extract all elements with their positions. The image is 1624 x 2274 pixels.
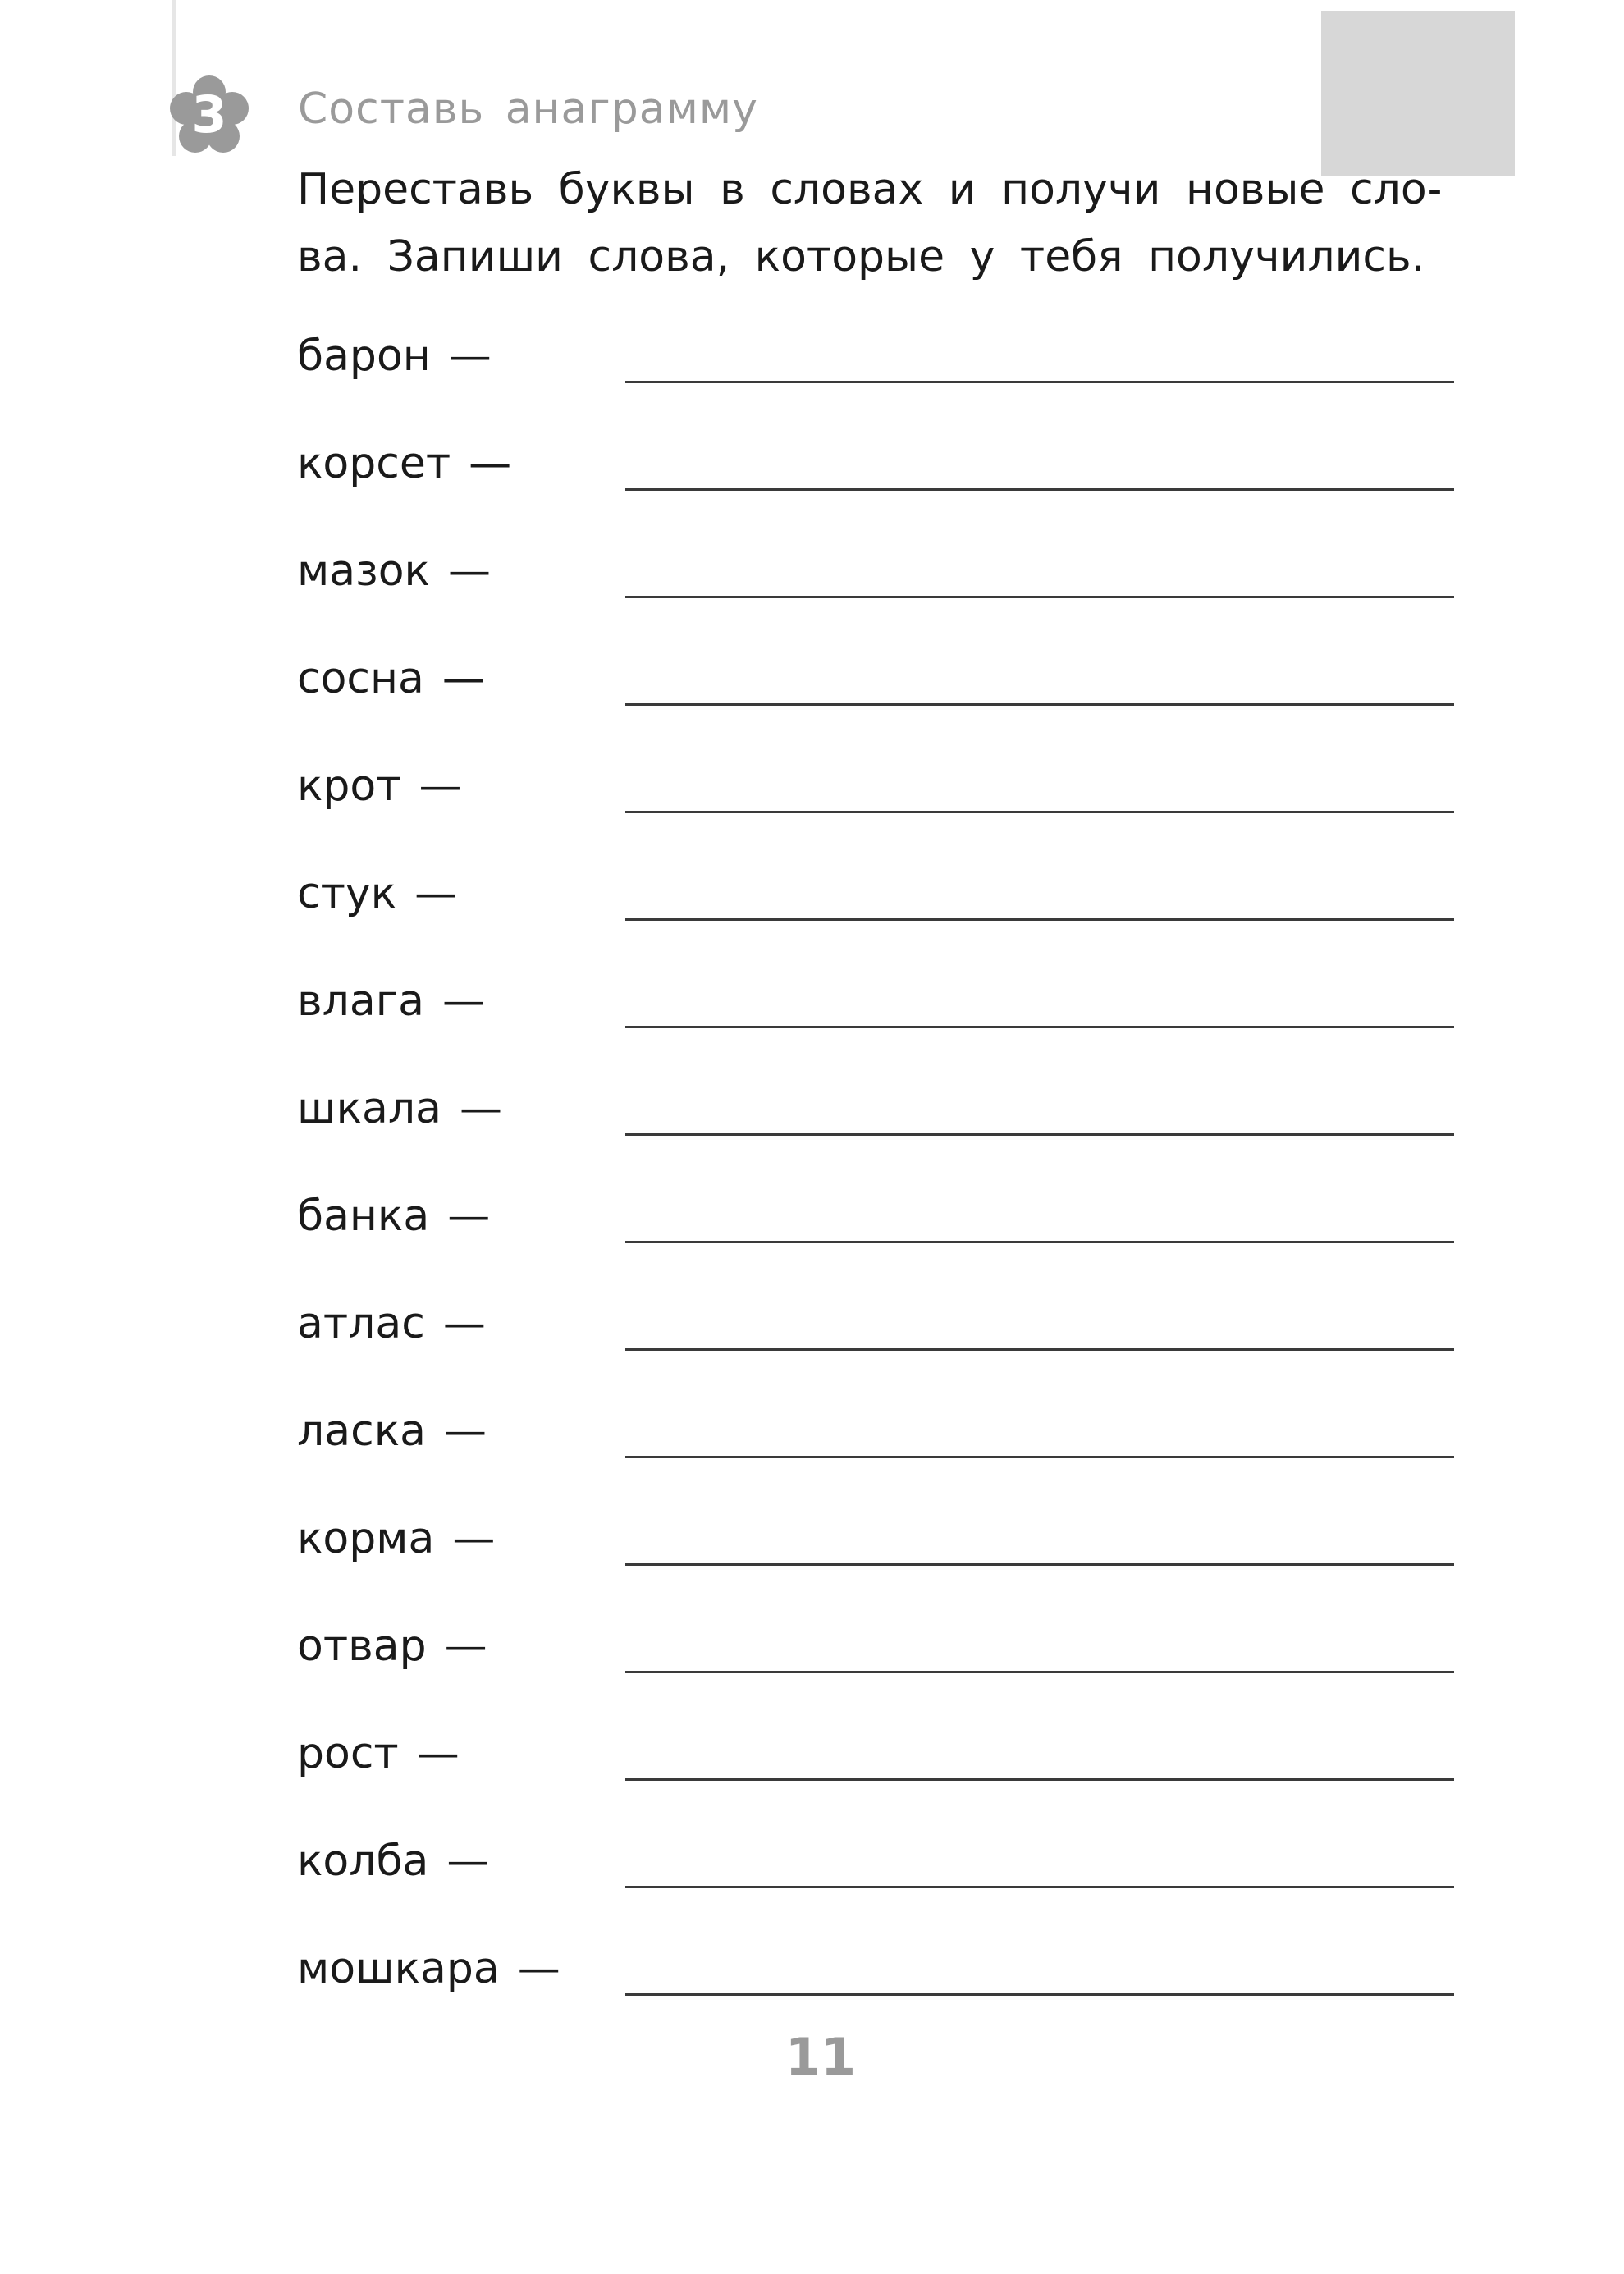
source-word-text: мазок	[297, 547, 430, 596]
em-dash: —	[469, 439, 512, 488]
em-dash: —	[416, 1729, 460, 1778]
source-word	[297, 654, 485, 703]
source-word-text: атлас	[297, 1299, 425, 1348]
source-word-text: рост	[297, 1729, 399, 1778]
task-instructions	[297, 156, 1462, 291]
anagram-row	[297, 537, 1454, 644]
answer-write-line[interactable]	[625, 1671, 1454, 1673]
answer-write-line[interactable]	[625, 918, 1454, 921]
anagram-row	[297, 1182, 1454, 1289]
source-word	[297, 332, 492, 381]
anagram-row	[297, 644, 1454, 752]
anagram-row	[297, 1827, 1454, 1934]
em-dash: —	[441, 977, 485, 1026]
anagram-row	[297, 752, 1454, 859]
source-word	[297, 1407, 487, 1456]
em-dash: —	[441, 654, 485, 703]
source-word	[297, 547, 491, 596]
answer-write-line[interactable]	[625, 1993, 1454, 1996]
source-word-text: крот	[297, 762, 401, 811]
em-dash: —	[414, 869, 458, 918]
source-word	[297, 1299, 486, 1348]
instructions-line-1: Переставь буквы в словах и получи новые сло-	[297, 165, 1443, 214]
anagram-row	[297, 859, 1454, 967]
anagram-row	[297, 322, 1454, 429]
em-dash: —	[446, 1837, 490, 1886]
answer-write-line[interactable]	[625, 1026, 1454, 1028]
source-word	[297, 1729, 460, 1778]
source-word	[297, 977, 485, 1026]
source-word	[297, 1837, 489, 1886]
source-word-text: корсет	[297, 439, 451, 488]
source-word-text: колба	[297, 1837, 429, 1886]
answer-write-line[interactable]	[625, 1563, 1454, 1566]
task-header	[168, 74, 758, 156]
anagram-row	[297, 1934, 1454, 2042]
corner-gray-block	[1321, 11, 1515, 176]
source-word-text: барон	[297, 332, 431, 381]
source-word	[297, 1192, 490, 1241]
task-number: 3	[191, 85, 227, 144]
source-word	[297, 439, 511, 488]
anagram-row	[297, 1074, 1454, 1182]
source-word	[297, 1084, 502, 1133]
em-dash: —	[452, 1514, 496, 1563]
source-word-text: отвар	[297, 1622, 427, 1671]
answer-write-line[interactable]	[625, 1133, 1454, 1136]
em-dash: —	[447, 547, 491, 596]
source-word	[297, 1514, 495, 1563]
anagram-row	[297, 1612, 1454, 1719]
anagram-row	[297, 1397, 1454, 1504]
anagram-row	[297, 1504, 1454, 1612]
answer-write-line[interactable]	[625, 596, 1454, 598]
page-number: 11	[785, 2027, 857, 2087]
answer-write-line[interactable]	[625, 1348, 1454, 1351]
flower-badge-icon	[168, 74, 250, 156]
anagram-word-list	[297, 322, 1454, 2042]
answer-write-line[interactable]	[625, 381, 1454, 383]
anagram-row	[297, 1719, 1454, 1827]
answer-write-line[interactable]	[625, 703, 1454, 706]
task-title: Составь анаграмму	[298, 85, 758, 134]
em-dash: —	[443, 1407, 487, 1456]
em-dash: —	[459, 1084, 502, 1133]
answer-write-line[interactable]	[625, 488, 1454, 491]
em-dash: —	[517, 1944, 560, 1993]
em-dash: —	[419, 762, 462, 811]
source-word	[297, 762, 462, 811]
em-dash: —	[448, 332, 492, 381]
em-dash: —	[444, 1622, 487, 1671]
anagram-row	[297, 1289, 1454, 1397]
source-word	[297, 1944, 560, 1993]
source-word	[297, 869, 457, 918]
source-word-text: сосна	[297, 654, 424, 703]
answer-write-line[interactable]	[625, 1241, 1454, 1243]
em-dash: —	[442, 1299, 486, 1348]
answer-write-line[interactable]	[625, 1456, 1454, 1458]
source-word-text: корма	[297, 1514, 435, 1563]
source-word-text: шкала	[297, 1084, 441, 1133]
source-word	[297, 1622, 487, 1671]
em-dash: —	[447, 1192, 491, 1241]
source-word-text: ласка	[297, 1407, 426, 1456]
instructions-line-2: ва. Запиши слова, которые у тебя получились.	[297, 232, 1425, 281]
anagram-row	[297, 429, 1454, 537]
answer-write-line[interactable]	[625, 1778, 1454, 1781]
source-word-text: мошкара	[297, 1944, 500, 1993]
answer-write-line[interactable]	[625, 1886, 1454, 1888]
source-word-text: банка	[297, 1192, 430, 1241]
source-word-text: влага	[297, 977, 424, 1026]
anagram-row	[297, 967, 1454, 1074]
answer-write-line[interactable]	[625, 811, 1454, 813]
source-word-text: стук	[297, 869, 397, 918]
